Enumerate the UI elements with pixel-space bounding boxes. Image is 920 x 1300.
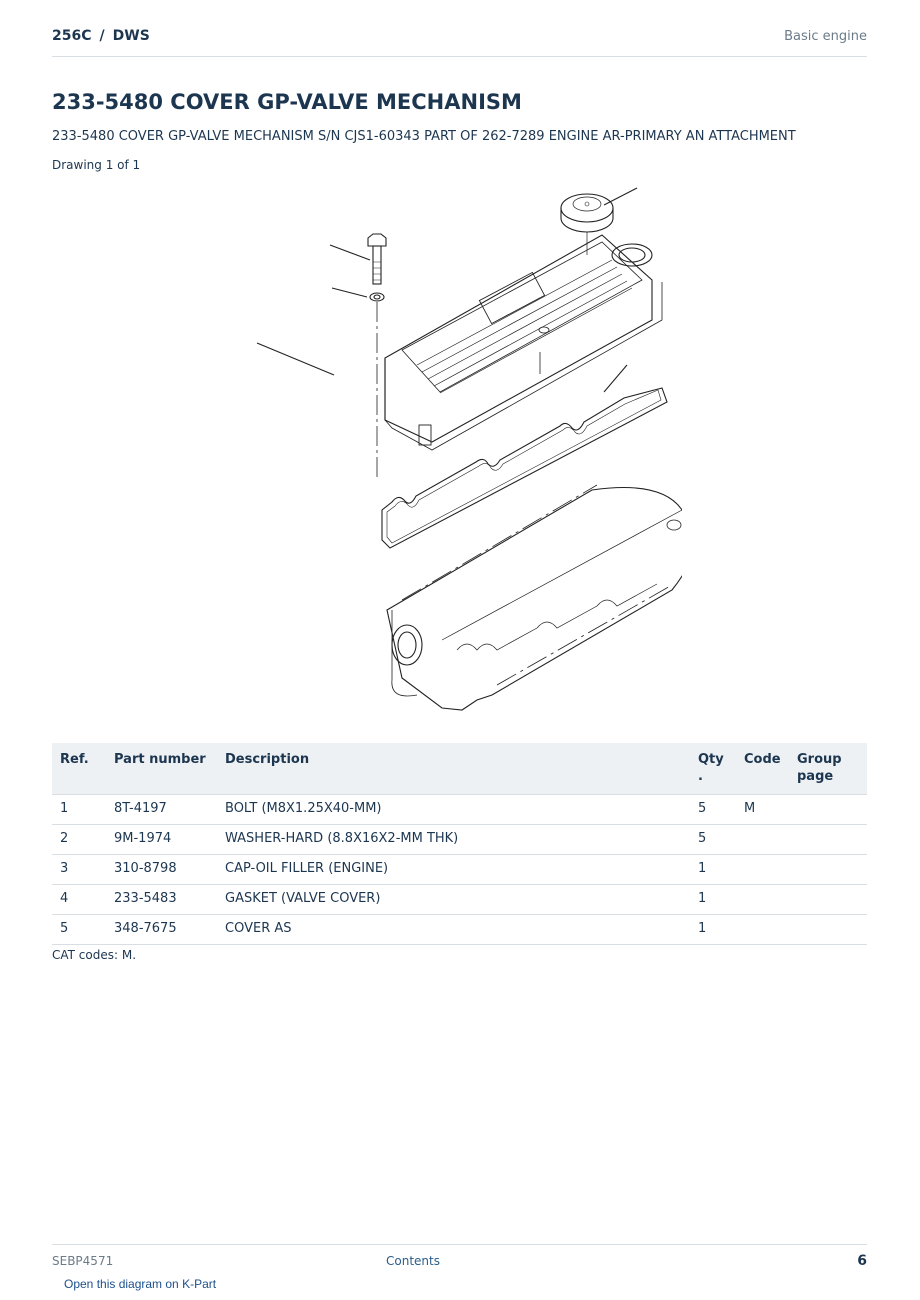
cell-description: WASHER-HARD (8.8X16X2-MM THK) (217, 825, 690, 855)
cell-ref: 5 (52, 915, 106, 945)
cell-description: BOLT (M8X1.25X40-MM) (217, 795, 690, 825)
cell-ref: 2 (52, 825, 106, 855)
cell-ref: 3 (52, 855, 106, 885)
valve-cover (385, 235, 662, 450)
cell-qty: 1 (690, 915, 736, 945)
column-header-description: Description (217, 743, 690, 795)
cell-code: M (736, 795, 789, 825)
document-page (52, 0, 867, 1300)
parts-table-header (52, 743, 867, 795)
page-header (52, 28, 867, 57)
kpart-link[interactable]: Open this diagram on K-Part (64, 1277, 217, 1291)
cell-part-number: 348-7675 (106, 915, 217, 945)
column-header-qty: Qty . (690, 743, 736, 795)
oil-filler-cap (561, 194, 613, 255)
parts-table (52, 743, 867, 945)
breadcrumb-model: 256C (52, 28, 92, 44)
cell-description: CAP-OIL FILLER (ENGINE) (217, 855, 690, 885)
table-row (52, 915, 867, 945)
cell-qty: 5 (690, 825, 736, 855)
cell-group-page (789, 885, 867, 915)
cell-description: COVER AS (217, 915, 690, 945)
gasket (382, 388, 667, 548)
cell-part-number: 8T-4197 (106, 795, 217, 825)
column-header-code: Code (736, 743, 789, 795)
document-number: SEBP4571 (52, 1254, 114, 1268)
contents-link[interactable]: Contents (386, 1254, 440, 1268)
cylinder-head (387, 485, 682, 710)
breadcrumb-serial-prefix: DWS (112, 28, 150, 44)
cell-code (736, 825, 789, 855)
cell-group-page (789, 825, 867, 855)
section-name: Basic engine (784, 29, 867, 44)
table-row (52, 885, 867, 915)
cell-qty: 1 (690, 885, 736, 915)
column-header-group-page: Group page (789, 743, 867, 795)
drawing-counter: Drawing 1 of 1 (52, 158, 141, 172)
bolt (368, 234, 386, 284)
cell-qty: 5 (690, 795, 736, 825)
table-row (52, 825, 867, 855)
page-subtitle: 233-5480 COVER GP-VALVE MECHANISM S/N CJS1-60343 PART OF 262-7289 ENGINE AR-PRIMARY AN ATTACHMENT (52, 129, 796, 144)
page-title: 233-5480 COVER GP-VALVE MECHANISM (52, 90, 522, 114)
cell-group-page (789, 795, 867, 825)
page-footer (52, 1244, 867, 1275)
page-number: 6 (857, 1253, 867, 1269)
cell-group-page (789, 915, 867, 945)
column-header-part-number: Part number (106, 743, 217, 795)
parts-diagram (242, 180, 682, 720)
cell-ref: 1 (52, 795, 106, 825)
cell-part-number: 9M-1974 (106, 825, 217, 855)
table-row (52, 795, 867, 825)
breadcrumb-separator: / (99, 28, 105, 44)
cat-codes-note: CAT codes: M. (52, 948, 137, 962)
cell-code (736, 915, 789, 945)
cell-ref: 4 (52, 885, 106, 915)
callout-lines (257, 188, 637, 392)
cell-code (736, 885, 789, 915)
cell-group-page (789, 855, 867, 885)
column-header-ref: Ref. (52, 743, 106, 795)
cell-qty: 1 (690, 855, 736, 885)
cell-description: GASKET (VALVE COVER) (217, 885, 690, 915)
washer (370, 293, 384, 480)
breadcrumb (52, 28, 150, 44)
cell-part-number: 233-5483 (106, 885, 217, 915)
cell-part-number: 310-8798 (106, 855, 217, 885)
table-row (52, 855, 867, 885)
cell-code (736, 855, 789, 885)
